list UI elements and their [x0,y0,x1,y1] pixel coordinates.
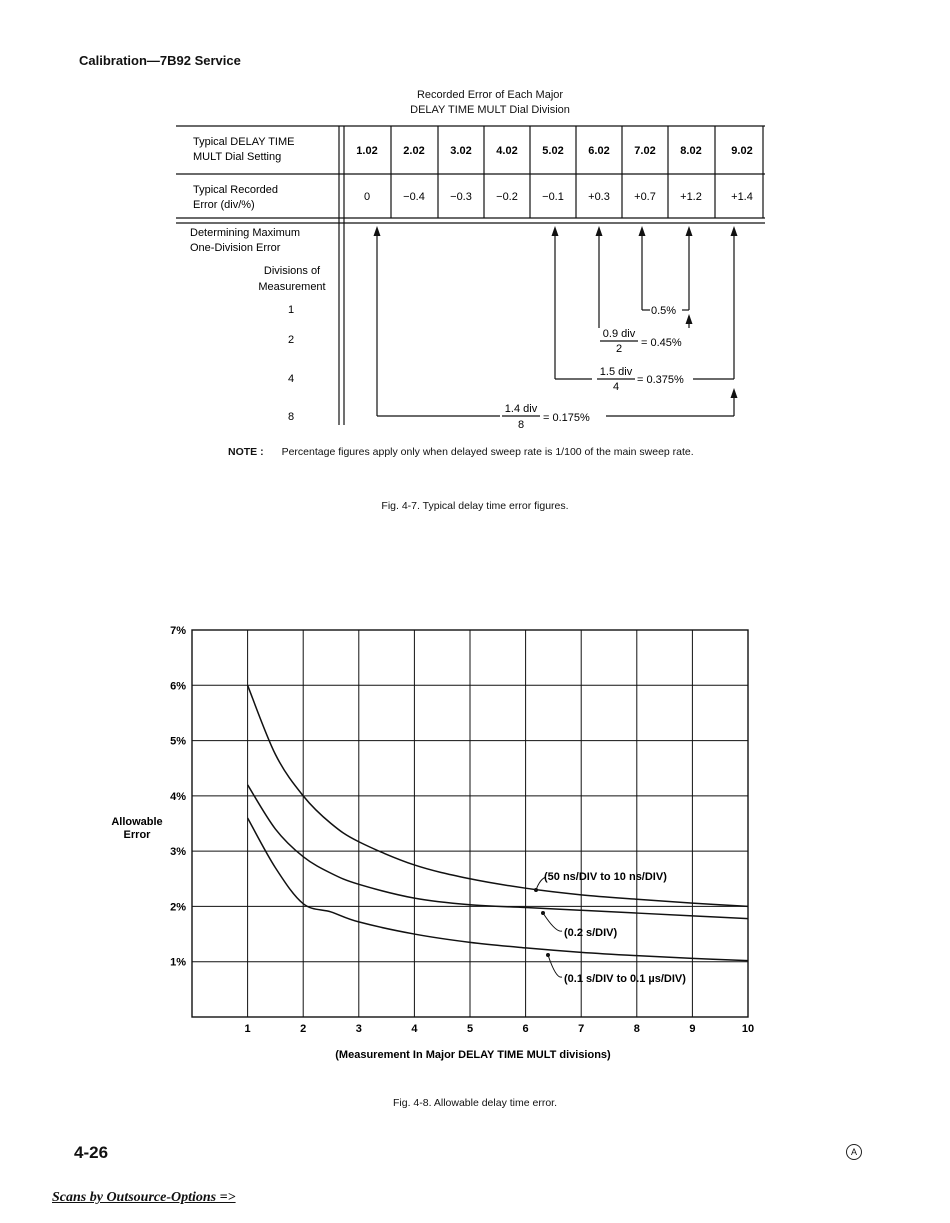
x-tick-label: 8 [633,1023,640,1035]
calc-one-division: 0.5% [651,305,677,317]
x-tick-label: 2 [300,1023,307,1035]
x-axis-label: (Measurement In Major DELAY TIME MULT divisions) [335,1049,611,1061]
series-labels [534,871,686,985]
setting-cell: 9.02 [731,145,753,157]
note-text: Percentage figures apply only when delayed sweep rate is 1/100 of the main sweep rate. [281,446,694,458]
error-cell: 0 [363,191,371,203]
calc-two-numerator: 0.9 div [602,328,636,340]
series-leader-line [543,913,562,931]
footer-credit[interactable]: Scans by Outsource-Options => [52,1190,236,1205]
error-cell: −0.3 [450,191,472,203]
setting-cell: 6.02 [588,145,610,157]
setting-cell: 7.02 [634,145,656,157]
division-row-label: 4 [287,373,295,385]
error-cell: +0.3 [588,191,610,203]
series-label: (0.2 s/DIV) [564,927,618,939]
error-cell: −0.2 [496,191,518,203]
x-tick-label: 10 [741,1023,755,1035]
x-tick-label: 5 [466,1023,474,1035]
y-tick-label: 7% [170,625,186,637]
calc-four-denominator: 4 [612,381,620,393]
y-tick-label: 2% [170,901,186,914]
error-cell: +0.7 [634,191,656,203]
division-row-label: 1 [287,304,295,316]
series-label: (50 ns/DIV to 10 ns/DIV) [544,871,667,883]
calc-eight-result: = 0.175% [543,412,590,424]
revision-mark: A [846,1144,862,1160]
chart-series [248,685,748,960]
divisions-line1: Divisions of [263,265,321,277]
table-caption-line1: Recorded Error of Each Major [416,89,564,101]
setting-cell: 3.02 [450,145,472,157]
error-cell: +1.2 [680,191,702,203]
calc-four-numerator: 1.5 div [599,366,633,378]
calc-eight-numerator: 1.4 div [504,403,538,415]
y-tick-label: 5% [170,735,186,748]
note-label: NOTE : [228,446,264,458]
series-label: (0.1 s/DIV to 0.1 µs/DIV) [564,973,686,985]
setting-cell: 1.02 [356,145,378,157]
series-line-2 [248,785,748,919]
error-cell: −0.4 [403,191,425,203]
x-tick-label: 7 [578,1023,585,1035]
x-tick-label: 3 [355,1023,362,1035]
division-row-label: 2 [287,334,295,346]
series-leader-arrowhead [534,888,538,892]
y-axis-label: Allowable Error [111,816,163,841]
calc-two-denominator: 2 [615,343,623,355]
y-tick-label: 6% [170,680,186,693]
setting-cell: 5.02 [542,145,564,157]
error-cell: +1.4 [731,191,753,203]
row2-label-line1: Typical Recorded [193,184,278,196]
allowable-error-chart [0,600,950,1080]
table-caption-line2: DELAY TIME MULT Dial Division [410,104,570,116]
determining-line2: One-Division Error [190,242,281,254]
delay-error-table-diagram [0,0,950,440]
error-cell: −0.1 [542,191,564,203]
y-tick-label: 4% [170,790,186,803]
series-leader-arrowhead [546,953,550,957]
x-tick-label: 6 [522,1023,529,1035]
row1-label-line2: MULT Dial Setting [193,151,282,163]
calc-eight-denominator: 8 [517,419,525,431]
division-row-label: 8 [287,411,295,423]
x-tick-label: 1 [244,1023,251,1035]
series-line-3 [248,818,748,961]
calc-two-result: = 0.45% [641,337,682,349]
determining-line1: Determining Maximum [190,227,301,239]
page-header: Calibration—7B92 Service [79,53,241,68]
setting-cell: 8.02 [680,145,702,157]
y-tick-label: 3% [170,846,186,859]
calc-four-result: = 0.375% [637,374,684,386]
chart-grid [192,630,748,1017]
page-number: 4-26 [74,1143,109,1162]
x-tick-label: 9 [689,1023,696,1035]
row1-label-line1: Typical DELAY TIME [193,136,295,148]
setting-cell: 2.02 [403,145,425,157]
divisions-line2: Measurement [258,281,326,293]
figure-caption-4-8: Fig. 4-8. Allowable delay time error. [393,1097,557,1109]
series-leader-line [548,955,562,977]
figure-caption-4-7: Fig. 4-7. Typical delay time error figures. [381,500,569,512]
x-tick-label: 4 [411,1023,418,1035]
row2-label-line2: Error (div/%) [193,199,255,211]
note [228,446,694,458]
series-leader-arrowhead [541,911,545,915]
setting-cell: 4.02 [496,145,518,157]
y-tick-label: 1% [170,956,186,969]
